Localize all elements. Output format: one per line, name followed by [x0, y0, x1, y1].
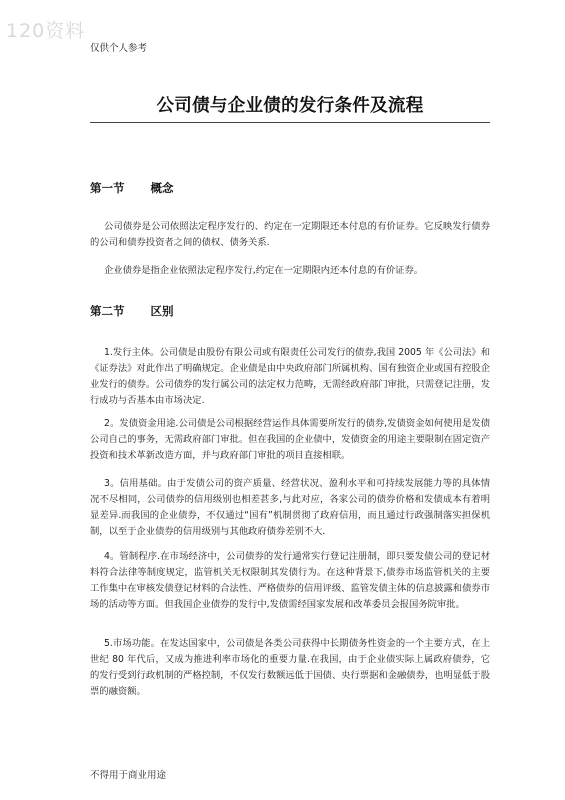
paragraph: 3。信用基础。由于发债公司的资产质量、经营状况、盈利水平和可持续发展能力等的具体情况不尽相同，公司债券的信用级别也相差甚多,与此对应，各家公司的债券价格和发债成本有着明显差异.而我国的企业债券，不仅通过“国有”机制贯彻了政府信用，而且通过行政强制落实担保机制，以至于企业债券的信用级别与其他政府债券差别不大. [90, 478, 490, 537]
paragraph: 公司债券是公司依照法定程序发行的、约定在一定期限还本付息的有价证券。它反映发行债券的公司和债券投资者之间的债权、债务关系. [90, 221, 490, 248]
section-number: 第二节 [90, 304, 125, 318]
section-heading-concept [90, 180, 174, 196]
paragraph: 5.市场功能。在发达国家中，公司债是各类公司获得中长期债务性资金的一个主要方式，在上世纪 80 年代后，又成为推进利率市场化的重要力量.在我国，由于企业债实际上属政府债券，它的发行受到行政机制的严格控制，不仅发行数额远低于国债、央行票据和金融债券，也明显低于股票的融资额。 [90, 638, 490, 697]
paragraph: 企业债券是指企业依照法定程序发行,约定在一定期限内还本付息的有价证券。 [104, 265, 424, 276]
header-note: 仅供个人参考 [90, 43, 148, 54]
section-heading-difference [90, 303, 174, 319]
section-number: 第一节 [90, 181, 125, 195]
section-title: 区别 [150, 304, 174, 318]
watermark: 120资料 [6, 20, 86, 42]
section-title: 概念 [150, 181, 174, 195]
paragraph: 1.发行主体。公司债是由股份有限公司或有限责任公司发行的债券,我国 2005 年《公司法》和《证券法》对此作出了明确规定。企业债是由中央政府部门所属机构、国有独资企业或国有控股企业发行的债券。公司债券的发行属公司的法定权力范畴，无需经政府部门审批，只需登记注册，发行成功与否基本由市场决定. [90, 347, 490, 406]
footer-note: 不得用于商业用途 [90, 770, 167, 781]
title-divider [90, 122, 490, 123]
paragraph: 4。管制程序.在市场经济中，公司债券的发行通常实行登记注册制，即只要发债公司的登记材料符合法律等制度规定，监管机关无权限制其发债行为。在这种背景下,债券市场监管机关的主要工作集中在审核发债登记材料的合法性、严格债券的信用评级、监管发债主体的信息披露和债券市场的活动等方面。但我国企业债券的发行中,发债需经国家发展和改革委员会报国务院审批。 [90, 551, 490, 610]
paragraph: 2。发债资金用途.公司债是公司根据经营运作具体需要所发行的债券,发债资金如何使用是发债公司自己的事务，无需政府部门审批。但在我国的企业债中，发债资金的用途主要限制在固定资产投资和技术革新改造方面，并与政府部门审批的项目直接相联。 [90, 418, 490, 461]
document-title: 公司债与企业债的发行条件及流程 [156, 96, 424, 116]
